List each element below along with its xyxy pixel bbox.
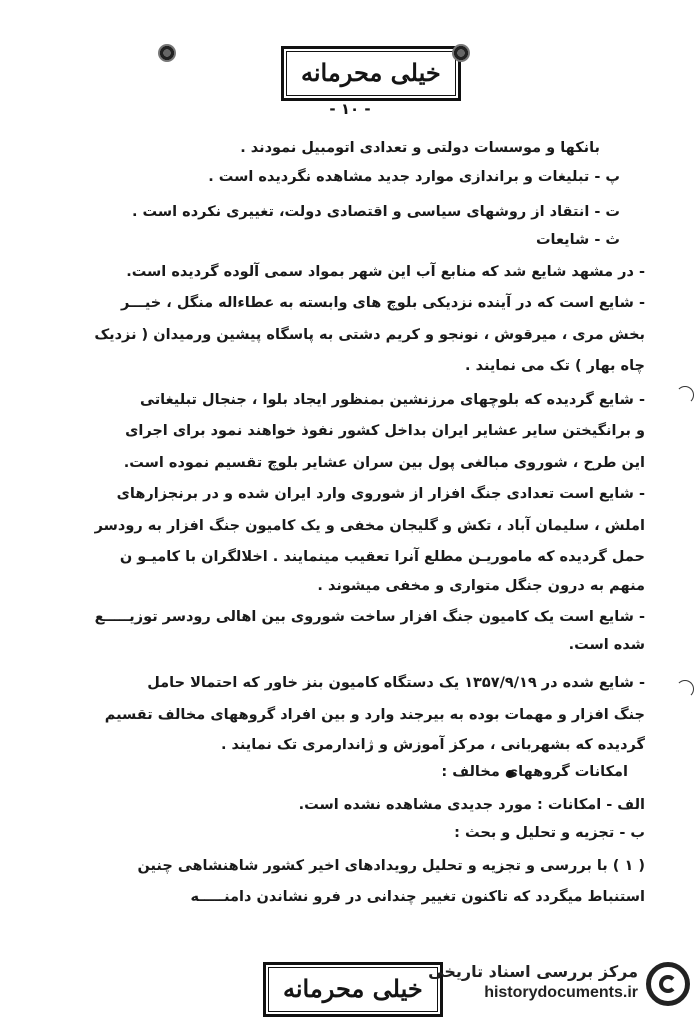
- page-number: - ۱۰ -: [329, 100, 371, 118]
- text-line: املش ، سلیمان آباد ، تکش و گلیجان مخفی و یک کامیون جنگ افزار به رودسر: [94, 518, 645, 534]
- watermark-title: مرکز بررسی اسناد تاریخی: [428, 962, 638, 981]
- text-line: و برانگیختن سایر عشایر ایران بداخل کشور نفوذ خواهند نمود برای اجرای: [125, 423, 645, 439]
- text-line: - شایع است یک کامیون جنگ افزار ساخت شوروی بین اهالی رودسر توزیـــــع: [94, 609, 645, 625]
- text-line: جنگ افزار و مهمات بوده به بیرجند وارد و بین افراد گروههای مخالف تقسیم: [104, 707, 645, 723]
- text-line: - شایع گردیده که بلوچهای مرزنشین بمنظور ایجاد بلوا ، جنجال تبلیغاتی: [140, 392, 645, 408]
- punch-hole-icon: [452, 44, 470, 62]
- text-line: گردیده که بشهربانی ، مرکز آموزش و ژاندارمری تک نمایند .: [220, 737, 645, 753]
- watermark-url: historydocuments.ir: [484, 984, 638, 1001]
- text-line: الف - امکانات : مورد جدیدی مشاهده نشده است.: [298, 797, 645, 813]
- text-line: پ - تبلیغات و براندازی موارد جدید مشاهده نگردیده است .: [208, 169, 620, 185]
- text-line: ث - شایعات: [535, 232, 620, 248]
- text-line: این طرح ، شوروی مبالغی پول بین سران عشایر بلوچ تقسیم نموده است.: [123, 455, 645, 471]
- text-line: - شایع است که در آینده نزدیکی بلوچ های وابسته به عطاءاله منگل ، خیـــر: [120, 295, 645, 311]
- text-line: حمل گردیده که ماموریـن مطلع آنرا تعقیب مینمایند . اخلالگران با کامیـو ن: [119, 549, 645, 565]
- text-line: بانکها و موسسات دولتی و تعدادی اتومبیل نمودند .: [240, 140, 600, 156]
- text-line: - شایع است تعدادی جنگ افزار از شوروی وارد ایران شده و در برنجزارهای: [116, 486, 645, 502]
- stamp-text: خیلی محرمانه: [286, 51, 456, 96]
- confidential-stamp-top: [281, 46, 461, 101]
- margin-hole-icon: [676, 386, 694, 404]
- text-line: ( ۱ ) با بررسی و تجزیه و تحلیل رویدادهای اخیر کشور شاهنشاهی چنین: [137, 858, 645, 874]
- text-line: بخش مری ، میرقوش ، نونجو و کریم دشتی به پاسگاه پیشین ورمیدان ( نزدیک: [94, 327, 645, 343]
- archive-watermark: [410, 960, 690, 1010]
- section-heading: امکانات گروههای مخالف :: [441, 764, 628, 780]
- text-line: ب - تجزیه و تحلیل و بحث :: [454, 825, 645, 841]
- text-line: - شایع شده در ۱۳۵۷/۹/۱۹ یک دستگاه کامیون بنز خاور که احتمالا حامل: [147, 675, 645, 691]
- text-line: منهم به درون جنگل متواری و مخفی میشوند .: [317, 578, 645, 594]
- punch-hole-icon: [158, 44, 176, 62]
- text-line: - در مشهد شایع شد که منابع آب این شهر بمواد سمی آلوده گردیده است.: [126, 264, 645, 280]
- text-line: چاه بهار ) تک می نمایند .: [465, 358, 645, 374]
- text-line: شده است.: [568, 637, 645, 653]
- archive-logo-icon: [646, 962, 690, 1006]
- stamp-text: خیلی محرمانه: [268, 967, 438, 1012]
- text-line: ت - انتقاد از روشهای سیاسی و اقتصادی دولت، تغییری نکرده است .: [132, 204, 620, 220]
- text-line: استنباط میگردد که تاکنون تغییر چندانی در فرو نشاندن دامنـــــه: [190, 889, 645, 905]
- margin-hole-icon: [676, 680, 694, 698]
